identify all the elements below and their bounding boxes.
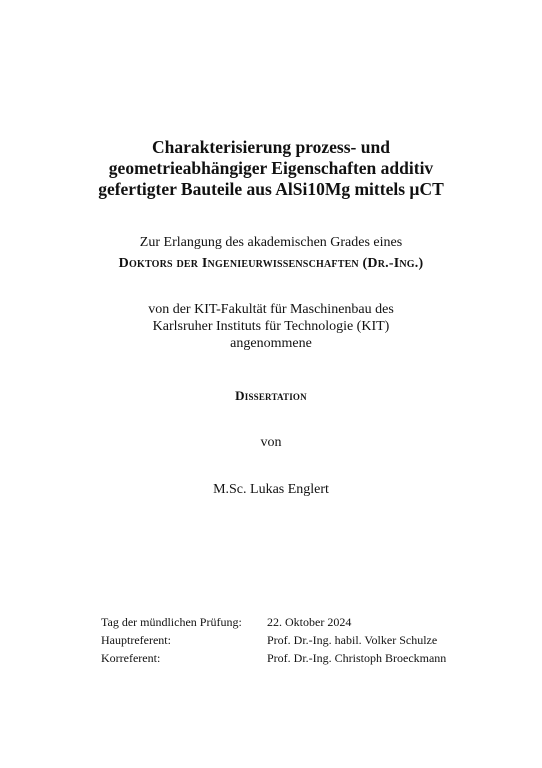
by-word: von <box>260 435 282 450</box>
title-line: geometrieabhängiger Eigenschaften additiv <box>108 158 434 178</box>
detail-value: 22. Oktober 2024 <box>267 615 352 629</box>
faculty-line: Karlsruher Instituts für Technologie (KIT) <box>152 319 390 334</box>
thesis-title <box>0 137 542 200</box>
faculty-line: von der KIT-Fakultät für Maschinenbau des <box>148 302 394 317</box>
document-type: Dissertation <box>235 388 307 403</box>
detail-label: Korreferent: <box>101 651 161 665</box>
detail-row-exam-date <box>101 613 446 631</box>
faculty-line: angenommene <box>230 336 312 351</box>
exam-details <box>101 613 446 667</box>
degree-line: Doktors der Ingenieurwissenschaften (Dr.-Ing.) <box>118 256 424 271</box>
purpose-line: Zur Erlangung des akademischen Grades eines <box>139 235 403 250</box>
detail-row-co-referee <box>101 649 446 667</box>
title-line: gefertigter Bauteile aus AlSi10Mg mittels µCT <box>98 179 444 199</box>
detail-value: Prof. Dr.-Ing. Christoph Broeckmann <box>267 651 447 665</box>
title-line: Charakterisierung prozess- und <box>152 137 390 157</box>
faculty-block <box>0 301 542 352</box>
detail-label: Hauptreferent: <box>101 633 171 647</box>
detail-value: Prof. Dr.-Ing. habil. Volker Schulze <box>267 633 438 647</box>
author-name: M.Sc. Lukas Englert <box>213 482 329 497</box>
detail-label: Tag der mündlichen Prüfung: <box>101 615 242 629</box>
detail-row-main-referee <box>101 631 446 649</box>
